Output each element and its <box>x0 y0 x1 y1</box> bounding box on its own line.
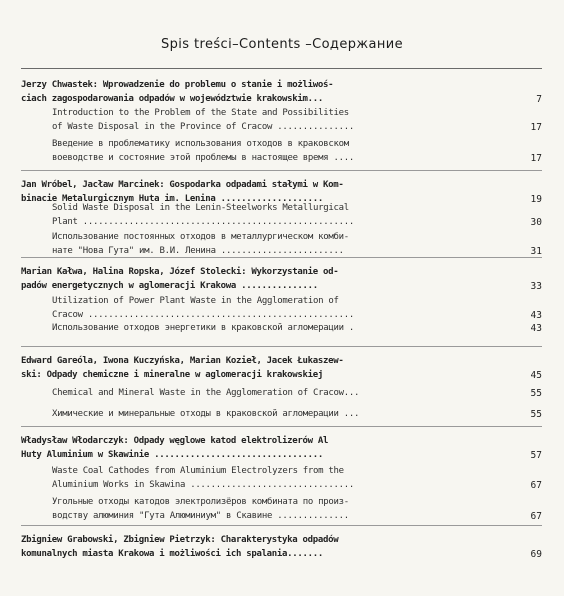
translated-title-line: Chemical and Mineral Waste in the Agglomeration of Cracow... <box>52 388 360 398</box>
translated-title-page-number: 55 <box>530 388 542 399</box>
translated-title-line: Introduction to the Problem of the State and Possibilities <box>52 108 349 118</box>
translated-title-line: Solid Waste Disposal in the Lenin-Steelworks Metallurgical <box>52 203 349 213</box>
translated-title-page-number: 43 <box>530 323 542 334</box>
translated-title-page-number: 30 <box>530 217 542 228</box>
translated-title-line: водству алюминия "Гута Алюминиум" в Скавине .............. <box>52 511 349 521</box>
entry-page-number: 45 <box>530 370 542 381</box>
translated-title-line: Utilization of Power Plant Waste in the Agglomeration of <box>52 296 339 306</box>
entry-author-title-line: binacie Metalurgicznym Huta im. Lenina .................... <box>21 194 323 204</box>
translated-title-page-number: 31 <box>530 246 542 257</box>
entry-author-title-line: Huty Aluminium w Skawinie ................................. <box>21 450 323 460</box>
entry-author-title-line: ski: Odpady chemiczne i mineralne w aglomeracji krakowskiej <box>21 370 323 380</box>
translated-title-line: нате "Нова Гута" им. В.И. Ленина ........................ <box>52 246 344 256</box>
entry-author-title-line: Jerzy Chwastek: Wprowadzenie do problemu o stanie i możliwoś- <box>21 80 334 90</box>
translated-title-line: воеводстве и состояние этой проблемы в настоящее время .... <box>52 153 354 163</box>
entry-author-title-line: komunalnych miasta Krakowa i możliwości ich spalania....... <box>21 549 323 559</box>
section-divider <box>21 525 542 526</box>
page-title: Spis treści–Contents –Содержание <box>160 37 403 52</box>
section-divider <box>21 426 542 427</box>
title-underline-rule <box>21 68 542 69</box>
translated-title-line: Угольные отходы катодов электролизёров комбината по произ- <box>52 497 349 507</box>
section-divider <box>21 170 542 171</box>
entry-page-number: 57 <box>530 450 542 461</box>
entry-author-title-line: Jan Wróbel, Jacław Marcinek: Gospodarka odpadami stałymi w Kom- <box>21 180 344 190</box>
entry-page-number: 7 <box>536 94 542 105</box>
translated-title-line: of Waste Disposal in the Province of Cracow ............... <box>52 122 354 132</box>
entry-author-title-line: Marian Kałwa, Halina Ropska, Józef Stolecki: Wykorzystanie od- <box>21 267 339 277</box>
translated-title-line: Plant ..................................................... <box>52 217 354 227</box>
translated-title-line: Cracow .................................................... <box>52 310 354 320</box>
translated-title-page-number: 67 <box>530 480 542 491</box>
translated-title-line: Waste Coal Cathodes from Aluminium Electrolyzers from the <box>52 466 344 476</box>
entry-author-title-line: Władysław Włodarczyk: Odpady węglowe katod elektrolizerów Al <box>21 436 329 446</box>
translated-title-line: Aluminium Works in Skawina ................................ <box>52 480 354 490</box>
section-divider <box>21 257 542 258</box>
section-divider <box>21 346 542 347</box>
entry-author-title-line: padów energetycznych w aglomeracji Krakowa ............... <box>21 281 318 291</box>
translated-title-page-number: 67 <box>530 511 542 522</box>
entry-author-title-line: ciach zagospodarowania odpadów w województwie krakowskim... <box>21 94 323 104</box>
translated-title-page-number: 17 <box>530 153 542 164</box>
entry-page-number: 69 <box>530 549 542 560</box>
entry-page-number: 33 <box>530 281 542 292</box>
translated-title-page-number: 55 <box>530 409 542 420</box>
entry-author-title-line: Edward Gareóla, Iwona Kuczyńska, Marian Kozieł, Jacek Łukaszew- <box>21 356 344 366</box>
translated-title-line: Введение в проблематику использования отходов в краковском <box>52 139 349 149</box>
translated-title-page-number: 43 <box>530 310 542 321</box>
entry-author-title-line: Zbigniew Grabowski, Zbigniew Pietrzyk: Charakterystyka odpadów <box>21 535 339 545</box>
translated-title-page-number: 17 <box>530 122 542 133</box>
translated-title-line: Использование постоянных отходов в металлургическом комби- <box>52 232 349 242</box>
entry-page-number: 19 <box>530 194 542 205</box>
translated-title-line: Химические и минеральные отходы в краковской агломерации ... <box>52 409 360 419</box>
translated-title-line: Использование отходов энергетики в краковской агломерации . <box>52 323 354 333</box>
